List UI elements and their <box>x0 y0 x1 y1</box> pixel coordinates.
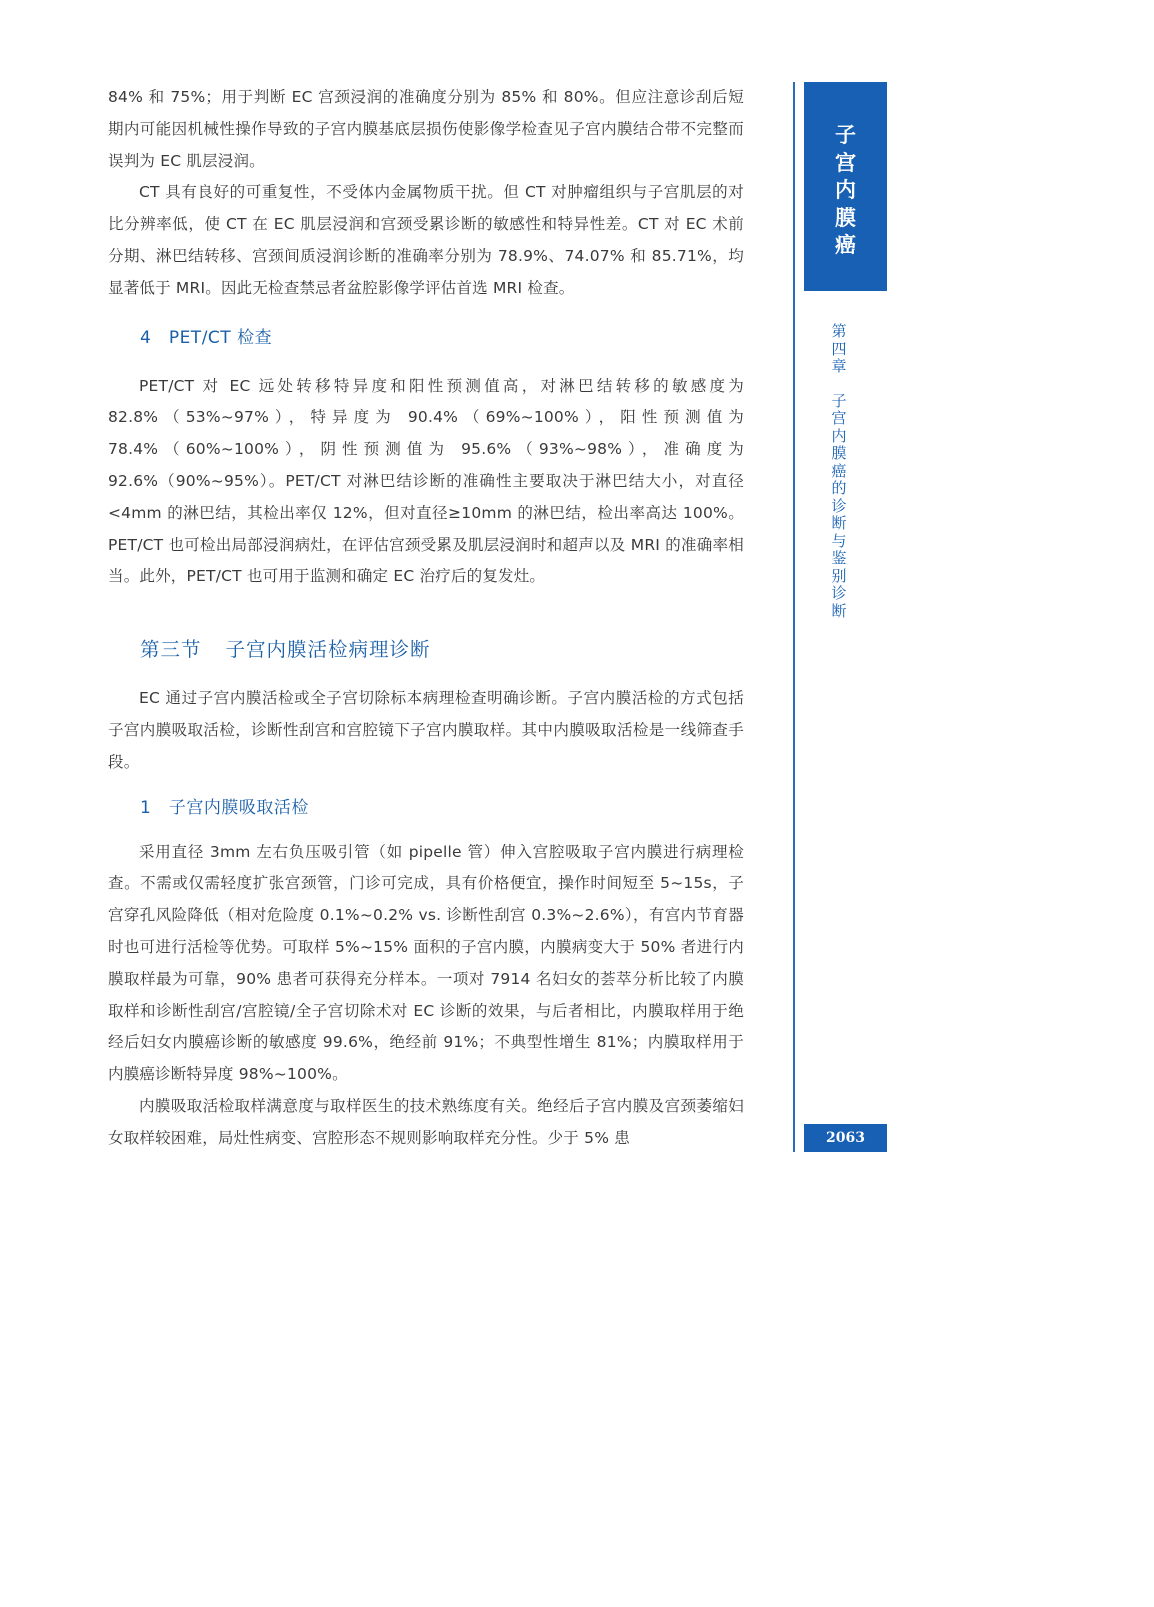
page-number: 2063 <box>804 1124 887 1152</box>
tab-char: 癌 <box>835 233 856 257</box>
tab-char: 子 <box>835 123 856 147</box>
chapter-title-vertical <box>826 323 852 620</box>
margin-rule <box>793 82 795 1152</box>
tab-char: 膜 <box>835 205 856 230</box>
chapter-char: 宫 <box>831 409 847 427</box>
section-heading <box>108 635 744 665</box>
chapter-char: 的 <box>831 479 847 497</box>
paragraph-sampling-satisfaction: 内膜吸取活检取样满意度与取样医生的技术熟练度有关。绝经后子宫内膜及宫颈萎缩妇女取样较困难，局灶性病变、宫腔形态不规则影响取样充分性。少于 5% 患 <box>108 1096 744 1147</box>
paragraph-pipelle: 采用直径 3mm 左右负压吸引管（如 pipelle 管）伸入宫腔吸取子宫内膜进行病理检查。不需或仅需轻度扩张宫颈管，门诊可完成，具有价格便宜，操作时间短至 5~15s，子宫穿孔风险降低（相对危险度 0.1%~0.2% vs. 诊断性刮宫 0.3%~2.6%），有宫内节育器时也可进行活检等优势。可取样 5%~15% 面积的子宫内膜，内膜病变大于 50% 者进行内膜取样最为可靠，90% 患者可获得充分样本。一项对 7914 名妇女的荟萃分析比较了内膜取样和诊断性刮宫/宫腔镜/全子宫切除术对 EC 诊断的效果，与后者相比，内膜取样用于绝经后妇女内膜癌诊断的敏感度 99.6%，绝经前 91%；不典型性增生 81%；内膜取样用于内膜癌诊断特异度 98%~100%。 <box>108 842 744 1084</box>
chapter-char: 诊 <box>831 584 847 602</box>
heading-pet-ct: 4 PET/CT 检查 <box>140 327 273 348</box>
chapter-char: 膜 <box>831 444 847 462</box>
chapter-char: 内 <box>831 426 847 445</box>
heading-aspiration-biopsy: 1 子宫内膜吸取活检 <box>140 797 309 818</box>
chapter-char: 章 <box>831 357 847 375</box>
section-title: 子宫内膜活检病理诊断 <box>225 638 431 662</box>
chapter-char: 癌 <box>831 461 847 480</box>
paragraph-endometrial-biopsy: EC 通过子宫内膜活检或全子宫切除标本病理检查明确诊断。子宫内膜活检的方式包括子宫内膜吸取活检，诊断性刮宫和宫腔镜下子宫内膜取样。其中内膜吸取活检是一线筛查手段。 <box>108 689 744 771</box>
section-number: 第三节 <box>140 638 202 662</box>
chapter-char: 断 <box>831 514 847 532</box>
tab-char: 内 <box>835 178 856 202</box>
chapter-char: 与 <box>831 531 847 550</box>
chapter-char: 第 <box>831 322 847 340</box>
chapter-tab <box>804 82 887 291</box>
main-content <box>108 82 744 1155</box>
paragraph-mri-accuracy: 84% 和 75%；用于判断 EC 宫颈浸润的准确度分别为 85% 和 80%。但应注意诊刮后短期内可能因机械性操作导致的子宫内膜基底层损伤使影像学检查见子宫内膜结合带不完整而误判为 EC 肌层浸润。 <box>108 88 744 170</box>
chapter-char: 断 <box>831 601 847 620</box>
paragraph-pet-ct: PET/CT 对 EC 远处转移特异度和阳性预测值高，对淋巴结转移的敏感度为 82.8%（53%~97%），特异度为 90.4%（69%~100%），阳性预测值为 78.4%（60%~100%），阴性预测值为 95.6%（93%~98%），准确度为 92.6%（90%~95%）。PET/CT 对淋巴结诊断的准确性主要取决于淋巴结大小，对直径<4mm 的淋巴结，其检出率仅 12%，但对直径≥10mm 的淋巴结，检出率高达 100%。PET/CT 也可检出局部浸润病灶，在评估宫颈受累及肌层浸润时和超声以及 MRI 的准确率相当。此外，PET/CT 也可用于监测和确定 EC 治疗后的复发灶。 <box>108 376 744 586</box>
paragraph-ct: CT 具有良好的可重复性，不受体内金属物质干扰。但 CT 对肿瘤组织与子宫肌层的对比分辨率低，使 CT 在 EC 肌层浸润和宫颈受累诊断的敏感性和特异性差。CT 对 EC 术前分期、淋巴结转移、宫颈间质浸润诊断的准确率分别为 78.9%、74.07% 和 85.71%，均显著低于 MRI。因此无检查禁忌者盆腔影像学评估首选 MRI 检查。 <box>108 183 744 297</box>
chapter-char: 子 <box>831 391 847 410</box>
chapter-char: 四 <box>831 339 847 358</box>
chapter-char: 别 <box>831 566 847 585</box>
tab-char: 宫 <box>835 150 856 175</box>
chapter-char: 鉴 <box>831 549 847 567</box>
chapter-char: 诊 <box>831 496 847 515</box>
